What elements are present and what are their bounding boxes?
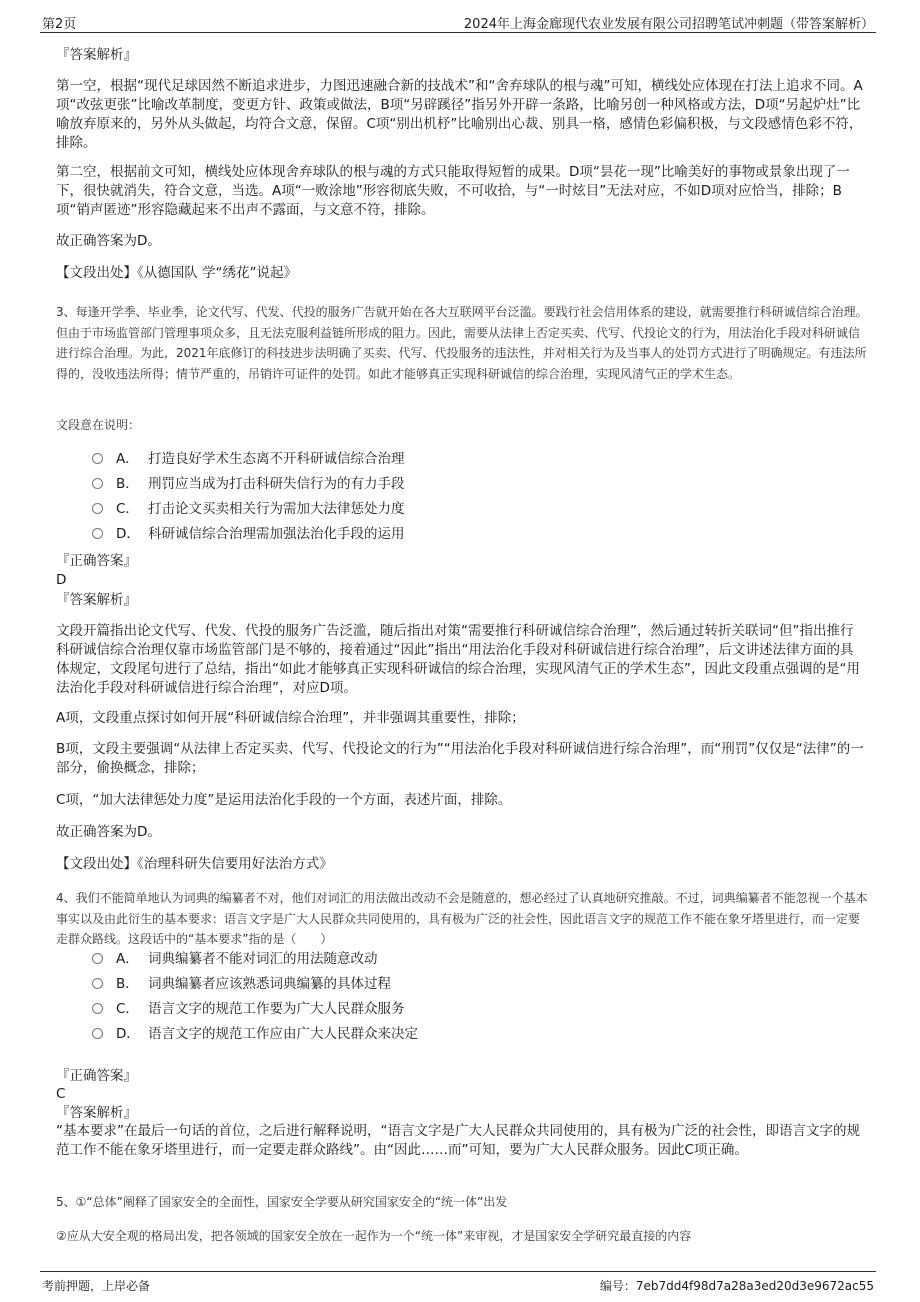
option-text: 词典编纂者不能对词汇的用法随意改动 xyxy=(148,951,378,967)
radio-icon[interactable] xyxy=(92,528,103,539)
q4-option-c[interactable] xyxy=(92,1000,405,1018)
q3-analysis-label: 『答案解析』 xyxy=(56,592,137,608)
q2-conclusion: 故正确答案为D。 xyxy=(56,233,161,249)
option-text: 词典编纂者应该熟悉词典编纂的具体过程 xyxy=(148,976,391,992)
radio-icon[interactable] xyxy=(92,1003,103,1014)
q3-answer-label: 『正确答案』 xyxy=(56,553,137,569)
q3-option-c[interactable] xyxy=(92,500,405,518)
footer-slogan: 考前押题，上岸必备 xyxy=(42,1279,151,1293)
q4-analysis: “基本要求”在最后一句话的首位，之后进行解释说明，“语言文字是广大人民群众共同使用的，具有极为广泛的社会性，即语言文字的规范工作不能在象牙塔里进行，而一定要走群众路线”。由“因此……而”可知，要为广大人民群众服务。因此C项正确。 xyxy=(56,1123,860,1158)
q4-option-b[interactable] xyxy=(92,975,391,993)
option-letter: C． xyxy=(116,1001,139,1017)
q3-conclusion: 故正确答案为D。 xyxy=(56,824,161,840)
option-text: 语言文字的规范工作应由广大人民群众来决定 xyxy=(148,1026,418,1042)
document-code: 编号：7eb7dd4f98d7a28a3ed20d3e9672ac55 xyxy=(599,1279,874,1293)
q3-answer: D xyxy=(56,572,67,588)
option-text: 刑罚应当成为打击科研失信行为的有力手段 xyxy=(148,476,405,492)
q3-option-d[interactable] xyxy=(92,525,405,543)
q4-stem: 4、我们不能简单地认为词典的编纂者不对，他们对词汇的用法做出改动不会是随意的，想必经过了认真地研究推敲。不过，词典编纂者不能忽视一个基本事实以及由此衍生的基本要求：语言文字是广大人民群众共同使用的，具有极为广泛的社会性，因此语言文字的规范工作不能在象牙塔里进行，而一定要走群众路线。这段话中的“基本要求”指的是（ ） xyxy=(56,891,868,946)
option-letter: D． xyxy=(116,526,140,542)
option-text: 语言文字的规范工作要为广大人民群众服务 xyxy=(148,1001,405,1017)
q3-option-a[interactable] xyxy=(92,450,405,468)
page-footer xyxy=(40,1271,876,1293)
document-title: 2024年上海金廊现代农业发展有限公司招聘笔试冲刺题（带答案解析） xyxy=(463,17,874,32)
radio-icon[interactable] xyxy=(92,503,103,514)
option-letter: D． xyxy=(116,1026,140,1042)
q4-analysis-label: 『答案解析』 xyxy=(56,1105,137,1121)
option-letter: A． xyxy=(116,951,139,967)
option-letter: B． xyxy=(116,976,139,992)
q4-option-a[interactable] xyxy=(92,950,378,968)
page-header xyxy=(40,10,876,33)
option-letter: C． xyxy=(116,501,139,517)
q4-option-d[interactable] xyxy=(92,1025,418,1043)
option-text: 打造良好学术生态离不开科研诚信综合治理 xyxy=(148,451,405,467)
q3-analysis-para-2: A项，文段重点探讨如何开展“科研诚信综合治理”，并非强调其重要性，排除； xyxy=(56,710,525,726)
q4-answer: C xyxy=(56,1086,66,1102)
q4-answer-label: 『正确答案』 xyxy=(56,1068,137,1084)
q3-analysis-para-4: C项，“加大法律惩处力度”是运用法治化手段的一个方面，表述片面，排除。 xyxy=(56,792,512,808)
radio-icon[interactable] xyxy=(92,453,103,464)
q2-analysis-label: 『答案解析』 xyxy=(56,47,137,63)
q3-analysis-para-1: 文段开篇指出论文代写、代发、代投的服务广告泛滥，随后指出对策“需要推行科研诚信综合治理”，然后通过转折关联词“但”指出推行科研诚信综合治理仅靠市场监管部门是不够的，接着通过“因此”指出“用法治化手段对科研诚信进行综合治理”，后文讲述法律方面的具体规定，文段尾句进行了总结，指出“如此才能够真正实现科研诚信的综合治理，实现风清气正的学术生态”，因此文段重点强调的是“用法治化手段对科研诚信进行综合治理”，对应D项。 xyxy=(56,623,860,696)
option-letter: B． xyxy=(116,476,139,492)
radio-icon[interactable] xyxy=(92,978,103,989)
q2-analysis-para-1: 第一空，根据“现代足球因然不断追求进步，力图迅速融合新的技战术”和“舍弃球队的根与魂”可知，横线处应体现在打法上追求不同。A项“改弦更张”比喻改革制度，变更方针、政策或做法，B项“另辟蹊径”指另外开辟一条路，比喻另创一种风格或方法，D项“另起炉灶”比喻放弃原来的，另外从头做起，均符合文意，保留。C项“别出机杼”比喻别出心裁、别具一格，感情色彩偏积极，与文段感情色彩不符，排除。 xyxy=(56,78,863,151)
q2-source: 【文段出处】《从德国队 学“绣花”说起》 xyxy=(56,265,298,281)
q3-stem: 3、每逢开学季、毕业季，论文代写、代发、代投的服务广告就开始在各大互联网平台泛滥。要践行社会信用体系的建设，就需要推行科研诚信综合治理。但由于市场监管部门管理事项众多，且无法克服利益链所形成的阻力。因此，需要从法律上否定买卖、代写、代投论文的行为，用法治化手段对科研诚信进行综合治理。为此，2021年底修订的科技进步法明确了买卖、代写、代投服务的违法性，并对相关行为及当事人的处罚方式进行了明确规定。有违法所得的，没收违法所得；情节严重的，吊销许可证件的处罚。如此才能够真正实现科研诚信的综合治理，实现风清气正的学术生态。 xyxy=(56,305,868,381)
q5-line-1: 5、①“总体”阐释了国家安全的全面性，国家安全学要从研究国家安全的“统一体”出发 xyxy=(56,1195,508,1209)
radio-icon[interactable] xyxy=(92,953,103,964)
q5-line-2: ②应从大安全观的格局出发，把各领域的国家安全放在一起作为一个“统一体”来审视，才是国家安全学研究最直接的内容 xyxy=(56,1229,692,1243)
q3-analysis-para-3: B项，文段主要强调“从法律上否定买卖、代写、代投论文的行为”“用法治化手段对科研诚信进行综合治理”，而“刑罚”仅仅是“法律”的一部分，偷换概念，排除； xyxy=(56,741,864,776)
q3-source: 【文段出处】《治理科研失信要用好法治方式》 xyxy=(56,856,333,872)
radio-icon[interactable] xyxy=(92,1028,103,1039)
option-text: 科研诚信综合治理需加强法治化手段的运用 xyxy=(148,526,405,542)
q3-prompt: 文段意在说明： xyxy=(56,418,141,432)
page-number: 第2页 xyxy=(42,17,77,32)
option-letter: A． xyxy=(116,451,139,467)
radio-icon[interactable] xyxy=(92,478,103,489)
q2-analysis-para-2: 第二空，根据前文可知，横线处应体现舍弃球队的根与魂的方式只能取得短暂的成果。D项“昙花一现”比喻美好的事物或景象出现了一下，很快就消失，符合文意，当选。A项“一败涂地”形容彻底失败，不可收拾，与“一时炫目”无法对应，不如D项对应恰当，排除；B项“销声匿迹”形容隐藏起来不出声不露面，与文意不符，排除。 xyxy=(56,164,850,218)
option-text: 打击论文买卖相关行为需加大法律惩处力度 xyxy=(148,501,405,517)
q3-option-b[interactable] xyxy=(92,475,405,493)
